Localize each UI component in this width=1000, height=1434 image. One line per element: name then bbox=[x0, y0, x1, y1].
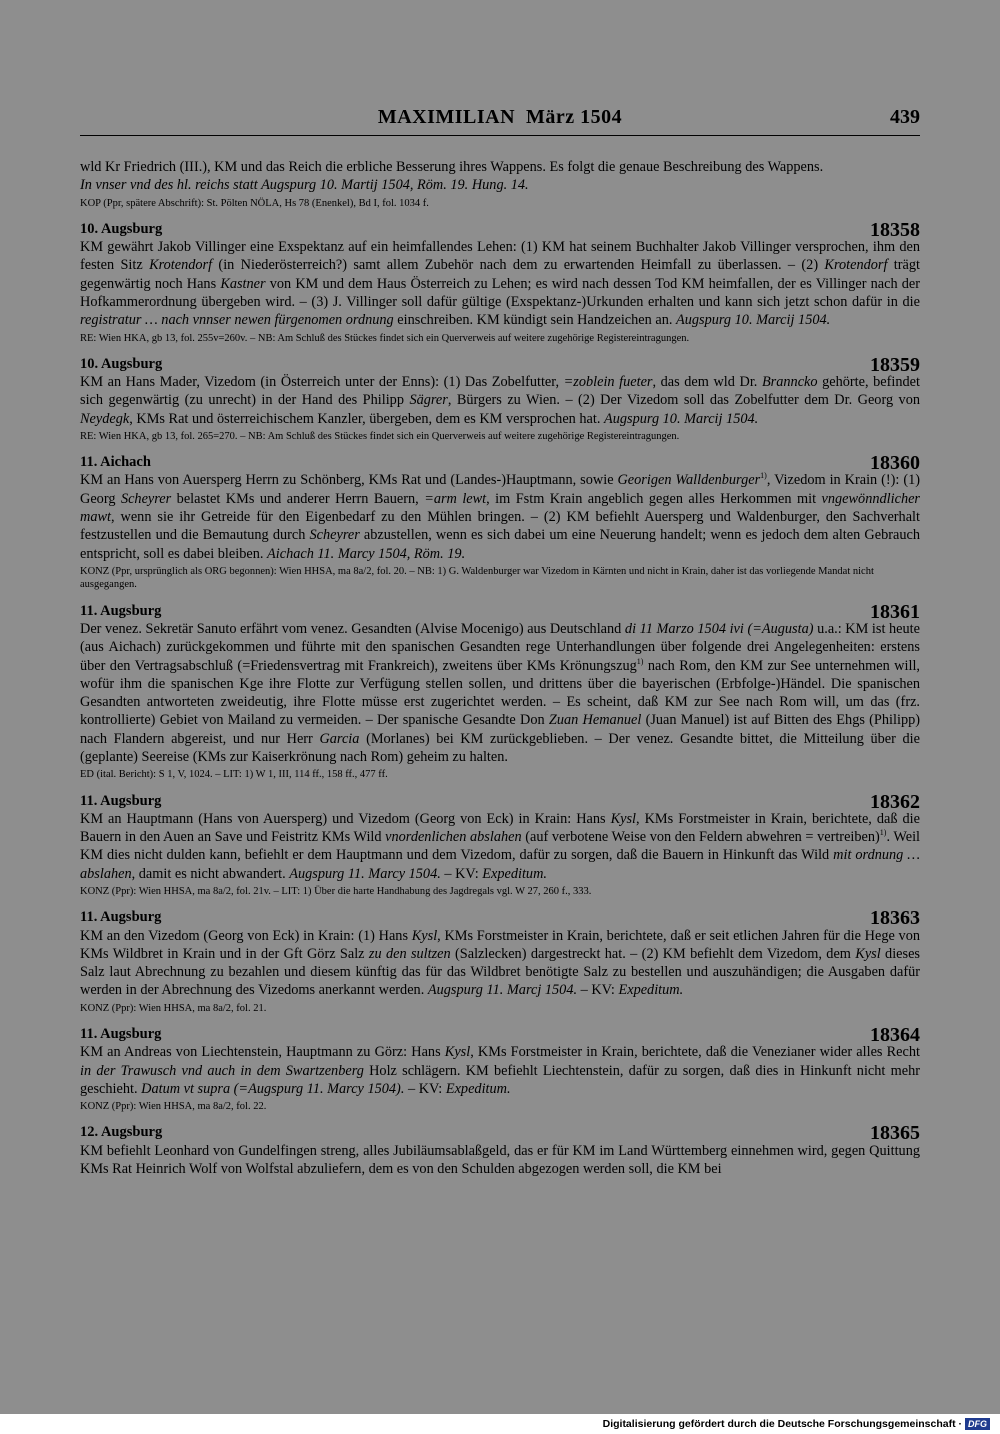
entry-number: 18363 bbox=[870, 907, 920, 930]
entry-date-place: 11. Augsburg bbox=[80, 602, 162, 619]
entry-number: 18364 bbox=[870, 1023, 920, 1046]
entry-heading bbox=[80, 600, 920, 623]
entry-number: 18365 bbox=[870, 1122, 920, 1145]
entry-18364 bbox=[80, 1024, 920, 1113]
entry-date-place: 11. Augsburg bbox=[80, 792, 162, 809]
entry-number: 18359 bbox=[870, 353, 920, 376]
entry-heading bbox=[80, 790, 920, 813]
entry-heading bbox=[80, 452, 920, 475]
entry-heading bbox=[80, 907, 920, 930]
page-number: 439 bbox=[890, 106, 920, 128]
source-note: KONZ (Ppr): Wien HHSA, ma 8a/2, fol. 21. bbox=[80, 1002, 267, 1014]
dfg-logo-icon: DFG bbox=[965, 1418, 990, 1430]
entry-18358 bbox=[80, 219, 920, 345]
source-note: KONZ (Ppr): Wien HHSA, ma 8a/2, fol. 22. bbox=[80, 1101, 267, 1113]
entry-text: KM an Hans Mader, Vizedom (in Österreich unter der Enns): (1) Das Zobelfutter, =zoblein fueter, das dem wld Dr. Branncko gehörte, befindet sich gegenwärtig (zu unrecht) in der Hand des Philipp Sägrer, Bürgers zu Wien. – (2) Der Vizedom soll das Zobelfutter dem Dr. Georg von Neydegk, KMs Rat und österreichischem Kanzler, übergeben, dem es KM versprochen hat. Augspurg 10. Marcij 1504. bbox=[80, 374, 920, 427]
source-note: RE: Wien HKA, gb 13, fol. 265=270. – NB: Am Schluß des Stückes findet sich ein Querverweis auf weitere zugehörige Registereintragungen. bbox=[80, 430, 680, 442]
entry-date-place: 11. Augsburg bbox=[80, 909, 162, 926]
source-note: KOP (Ppr, spätere Abschrift): St. Pölten NÖLA, Hs 78 (Enenkel), Bd I, fol. 1034 f. bbox=[80, 197, 429, 209]
funding-footer bbox=[603, 1417, 990, 1431]
entry-18361 bbox=[80, 601, 920, 782]
entry-date-place: 11. Augsburg bbox=[80, 1025, 162, 1042]
source-note: KONZ (Ppr): Wien HHSA, ma 8a/2, fol. 21v. – LIT: 1) Über die harte Handhabung des Jagdregals vgl. W 27, 260 f., 333. bbox=[80, 886, 592, 898]
continued-entry-text: wld Kr Friedrich (III.), KM und das Reich die erbliche Besserung ihres Wappens. Es folgt die genaue Beschreibung des Wappens. In vnser vnd des hl. reichs statt Augspurg 10. Martij 1504, Röm. 19. Hung. 14. bbox=[80, 159, 824, 194]
funding-note: Digitalisierung gefördert durch die Deutsche Forschungsgemeinschaft · bbox=[602, 1418, 962, 1430]
source-note: ED (ital. Bericht): S 1, V, 1024. – LIT: 1) W 1, III, 114 ff., 158 ff., 477 ff. bbox=[80, 769, 388, 781]
entry-date-place: 10. Augsburg bbox=[80, 220, 163, 237]
entry-number: 18361 bbox=[870, 600, 920, 623]
entry-18363 bbox=[80, 908, 920, 1016]
entry-heading bbox=[80, 218, 920, 241]
entry-text: KM an Hauptmann (Hans von Auersperg) und Vizedom (Georg von Eck) in Krain: Hans Kysl, KMs Forstmeister in Krain, berichtete, daß die Bauern in den Auen an Save und Feistritz KMs Wild vnordenlichen abslahen (auf verbotene Weise von den Feldern abwehren = vertreiben)$^{1)}$. Weil KM dies nicht dulden kann, befiehlt er dem Hauptmann und dem Vizedom, dafür zu sorgen, daß die Bauern in Hinkunft das Wild mit ordnung … abslahen, damit es nicht abwandert. Augspurg 11. Marcy 1504. – KV: Expeditum. bbox=[80, 810, 921, 882]
entry-18362 bbox=[80, 791, 920, 899]
header-rule bbox=[80, 135, 920, 136]
page-body bbox=[80, 158, 920, 1178]
source-note: KONZ (Ppr, ursprünglich als ORG begonnen): Wien HHSA, ma 8a/2, fol. 20. – NB: 1) G. Waldenburger war Vizedom in Kärnten und nicht in Krain, daher ist das vorliegende Mandat nicht ausgegangen. bbox=[80, 565, 874, 591]
entry-text: KM an den Vizedom (Georg von Eck) in Krain: (1) Hans Kysl, KMs Forstmeister in Krain, berichtete, daß er seit etlichen Jahren für die Hege von KMs Wildbret in Krain und in der Gft Görz Salz zu den sultzen (Salzlecken) dargestreckt hat. – (2) KM befiehlt dem Vizedom, dem Kysl dieses Salz laut Abrechnung zu bezahlen und diesem künftig das für das Wildbret benötigte Salz zu bestellen und auszuhändigen; die Ausgaben dafür werden in der Abrechnung des Vizedoms anerkannt werden. Augspurg 11. Marcj 1504. – KV: Expeditum. bbox=[80, 927, 920, 999]
entry-date-place: 12. Augsburg bbox=[80, 1124, 163, 1141]
entry-text: KM an Andreas von Liechtenstein, Hauptmann zu Görz: Hans Kysl, KMs Forstmeister in Krain, berichtete, daß die Venezianer wider alles Recht in der Trawusch vnd auch in dem Swartzenberg Holz schlägern. KM befiehlt Liechtenstein, dafür zu sorgen, daß dies in Hinkunft nicht mehr geschieht. Datum vt supra (=Augspurg 11. Marcy 1504). – KV: Expeditum. bbox=[80, 1044, 920, 1097]
entry-heading bbox=[80, 353, 920, 376]
entry-text: KM gewährt Jakob Villinger eine Exspektanz auf ein heimfallendes Lehen: (1) KM hat seinem Buchhalter Jakob Villinger versprochen, ihm den festen Sitz Krotendorf (in Niederösterreich?) samt allem Zubehör nach dem zu erwartenden Heimfall zu überlassen. – (2) Krotendorf trägt gegenwärtig noch Hans Kastner von KM und dem Haus Österreich zu Lehen; es wird nach dessen Tod KM heimfallen, der es Villinger nach der Hofkammerordnung übergeben wird. – (3) J. Villinger soll dafür gültige (Exspektanz-)Urkunden erhalten und kann sich jetzt schon dafür in die registratur … nach vnnser newen fürgenomen ordnung einschreiben. KM kündigt sein Handzeichen an. Augspurg 10. Marcij 1504. bbox=[80, 239, 921, 329]
entry-18360 bbox=[80, 452, 920, 591]
footnote-marker: 1) bbox=[879, 828, 887, 838]
running-header bbox=[80, 106, 920, 138]
entry-number: 18358 bbox=[870, 218, 920, 241]
footnote-marker: 1) bbox=[636, 656, 644, 666]
entry-number: 18362 bbox=[870, 790, 920, 813]
entry-date-place: 10. Augsburg bbox=[80, 355, 163, 372]
entry-18365 bbox=[80, 1123, 920, 1179]
entry-text: Der venez. Sekretär Sanuto erfährt vom venez. Gesandten (Alvise Mocenigo) aus Deutschland di 11 Marzo 1504 ivi (=Augusta) u.a.: KM ist heute (aus Aichach) zurückgekommen und führte mit den spanischen Gesandten rege Unterhandlungen über folgende drei Angelegenheiten: erstens über den Vertragsabschluß (=Friedensvertrag mit Frankreich), zweitens über KMs Krönungszug$^{1)}$ nach Rom, den KM zur See unternehmen will, wofür ihm die spanischen Kge ihre Flotte zur Verfügung stellen sollen, und drittens über die bayerischen (Erbfolge-)Händel. Die spanischen Gesandten antworteten zweideutig, ihre Flotte müsse erst zugerichtet werden. – Es scheint, daß KM zur See nach Rom will, um das (frz. kontrollierte) Gebiet von Mailand zu vermeiden. – Der spanische Gesandte Don Zuan Hemanuel (Juan Manuel) ist auf Bitten des Ehgs (Philipp) nach Flandern abgereist, und nur Herr Garcia (Morlanes) bei KM zurückgeblieben. – Der venez. Gesandte bittet, die Mitteilung über die (geplante) Seereise (KMs zur Kaiserkrönung nach Rom) geheim zu halten. bbox=[80, 620, 920, 766]
footnote-marker: 1) bbox=[760, 471, 767, 481]
entry-text: KM an Hans von Auersperg Herrn zu Schönberg, KMs Rat und (Landes-)Hauptmann, sowie Georigen Walldenburger$^{1)}$, Vizedom in Krain (!): (1) Georg Scheyrer belastet KMs und anderer Herrn Bauern, =arm lewt, im Fstm Krain angeblich gegen alles Herkommen mit vngewönndlicher mawt, wenn sie ihr Getreide für den Eigenbedarf zu den Mühlen bringen. – (2) KM befiehlt Auersperg und Waldenburger, den Sachverhalt festzustellen und die Bemautung durch Scheyrer abzustellen, wenn es sich dabei um eine Neuerung handelt; wenn es jedoch dem alten Gebrauch entspricht, soll es dabei bleiben. Aichach 11. Marcy 1504, Röm. 19. bbox=[80, 471, 920, 562]
entry-heading bbox=[80, 1023, 920, 1046]
entry-date-place: 11. Aichach bbox=[80, 454, 151, 471]
header-title: MAXIMILIAN März 1504 bbox=[377, 106, 623, 128]
entry-heading bbox=[80, 1122, 920, 1145]
entry-18359 bbox=[80, 354, 920, 443]
entry-number: 18360 bbox=[870, 452, 920, 475]
entry-text: KM befiehlt Leonhard von Gundelfingen streng, alles Jubiläumsablaßgeld, das er für KM im Land Württemberg einnehmen wird, gegen Quittung KMs Rat Heinrich Wolf von Wolfstal abzuliefern, dem es von den Schulden abgezogen werden soll, die KM bei bbox=[80, 1142, 920, 1177]
source-note: RE: Wien HKA, gb 13, fol. 255v=260v. – NB: Am Schluß des Stückes findet sich ein Querverweis auf weitere zugehörige Registereintragungen. bbox=[80, 332, 690, 344]
